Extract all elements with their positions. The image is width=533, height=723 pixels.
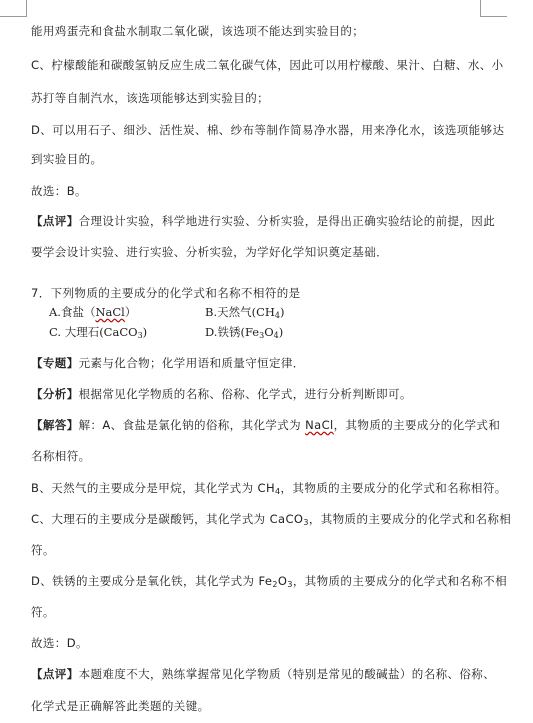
text-line: D、铁锈的主要成分是氧化铁，其化学式为 $Fe_2O_3$，其物质的主要成分的化学式和名称不相	[31, 574, 508, 589]
question-title: 7．下列物质的主要成分的化学式和名称不相符的是	[31, 286, 301, 300]
solution-line: 【解答】解：A、食盐是氯化钠的俗称，其化学式为 NaCl，其物质的主要成分的化学式和	[31, 418, 501, 432]
text-line: 化学式是正确解答此类题的关键。	[31, 699, 210, 713]
text-line: D、可以用石子、细沙、活性炭、棉、纱布等制作简易净水器，用来净化水，该选项能够达	[31, 123, 505, 137]
option-b: B.天然气$(CH_4)$	[205, 305, 285, 320]
text-line: C、大理石的主要成分是碳酸钙，其化学式为 CaCO$_3$，其物质的主要成分的化学式和名称相	[31, 512, 512, 527]
option-a: A.食盐（NaCl）	[49, 305, 137, 319]
text-line: 要学会设计实验、进行实验、分析实验，为学好化学知识奠定基础．	[31, 245, 388, 259]
analysis-line: 【分析】根据常见化学物质的名称、俗称、化学式，进行分析判断即可。	[31, 387, 412, 401]
crop-mark-left	[0, 0, 27, 17]
text-line: C、柠檬酸能和碳酸氢钠反应生成二氧化碳气体，因此可以用柠檬酸、果汁、白糖、水、小	[31, 58, 504, 72]
comment-line: 【点评】本题难度不大，熟练掌握常见化学物质（特别是常见的酸碱盐）的名称、俗称、	[31, 667, 496, 681]
comment-line	[31, 213, 513, 229]
text-line: 符。	[31, 543, 55, 557]
comment-text: 合理设计实验，科学地进行实验、分析实验，是得出正确实验结论的前提，因此	[78, 214, 496, 228]
answer-line: 故选：B。	[31, 184, 87, 198]
text-line: 苏打等自制汽水，该选项能够达到实验目的；	[31, 91, 269, 105]
text-line: B、天然气的主要成分是甲烷，其化学式为 $CH_4$，其物质的主要成分的化学式和名称相符。	[31, 481, 507, 496]
text-line: 能用鸡蛋壳和食盐水制取二氧化碳，该选项不能达到实验目的；	[31, 24, 365, 38]
crop-mark-right	[480, 0, 507, 17]
option-d: D.铁锈$(Fe_3O_4)$	[205, 325, 284, 340]
text-line: 名称相符。	[31, 449, 91, 463]
comment-tag: 【点评】	[31, 214, 79, 228]
text-line: 符。	[31, 605, 55, 619]
text-line: 到实验目的。	[31, 152, 103, 166]
answer-line: 故选：D。	[31, 636, 88, 650]
option-c: C. 大理石(CaCO$_3$)	[49, 325, 148, 340]
topic-line: 【专题】元素与化合物；化学用语和质量守恒定律．	[31, 356, 305, 370]
